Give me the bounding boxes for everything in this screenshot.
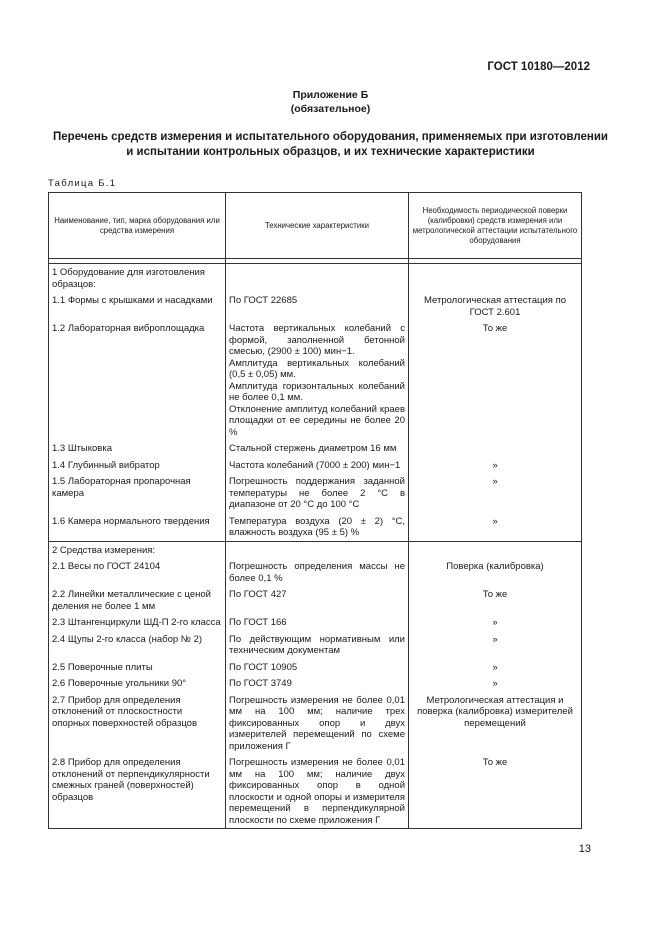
cell-name: 1.6 Камера нормального твердения: [49, 513, 226, 542]
table-row: [49, 614, 582, 631]
appendix-heading: [0, 88, 661, 116]
table-row: [49, 513, 582, 542]
cell-spec: Погрешность измерения не более 0,01 мм на 100 мм; наличие двух фиксированных опор в одной плоскости и одной опоры и измерителя перемещений в перпендикулярной плоскости по схеме приложения Г: [226, 754, 409, 829]
cell-spec: По ГОСТ 427: [226, 586, 409, 614]
table-row: [49, 692, 582, 755]
table-row: [49, 264, 582, 293]
column-header-verification: Необходимость периодической поверки (калибровки) средств измерения или метрологической аттестации испытательного оборудования: [409, 193, 582, 259]
cell-check: Метрологическая аттестация по ГОСТ 2.601: [409, 292, 582, 320]
page-number: 13: [578, 843, 591, 855]
cell-spec: Погрешность определения массы не более 0,1 %: [226, 558, 409, 586]
cell-check: Поверка (калибровка): [409, 558, 582, 586]
cell-spec: [226, 264, 409, 293]
cell-name: 2 Средства измерения:: [49, 541, 226, 558]
cell-name: 1.3 Штыковка: [49, 440, 226, 457]
cell-spec: Температура воздуха (20 ± 2) °С, влажность воздуха (95 ± 5) %: [226, 513, 409, 542]
table-row: [49, 586, 582, 614]
cell-check: »: [409, 659, 582, 676]
cell-name: 1 Оборудование для изготовления образцов:: [49, 264, 226, 293]
table-row: [49, 541, 582, 558]
cell-check: То же: [409, 586, 582, 614]
cell-name: 2.6 Поверочные угольники 90°: [49, 675, 226, 692]
cell-check: То же: [409, 754, 582, 829]
spec-line: Частота вертикальных колебаний с формой, заполненной бетонной смесью, (2900 ± 100) мин−1.: [229, 323, 405, 357]
cell-check: [409, 264, 582, 293]
cell-name: 1.1 Формы с крышками и насадками: [49, 292, 226, 320]
table-row: [49, 473, 582, 513]
cell-check: »: [409, 631, 582, 659]
cell-spec: [226, 541, 409, 558]
spec-line: Амплитуда вертикальных колебаний (0,5 ± 0,05) мм.: [229, 357, 405, 380]
document-code: ГОСТ 10180—2012: [487, 61, 590, 73]
cell-check: »: [409, 675, 582, 692]
cell-spec: По ГОСТ 10905: [226, 659, 409, 676]
table-row: [49, 754, 582, 829]
table-row: [49, 457, 582, 474]
table-heading: [38, 130, 623, 160]
column-header-name: Наименование, тип, марка оборудования или средства измерения: [49, 193, 226, 259]
equipment-table: [48, 192, 582, 829]
table-heading-line-1: Перечень средств измерения и испытательного оборудования, применяемых при изготовлении: [53, 131, 608, 143]
table-row: [49, 292, 582, 320]
table-heading-line-2: и испытании контрольных образцов, и их технические характеристики: [126, 146, 535, 158]
cell-name: 2.8 Прибор для определения отклонений от перпендикулярности смежных граней (поверхностей) образцов: [49, 754, 226, 829]
spec-line: Амплитуда горизонтальных колебаний не более 0,1 мм.: [229, 380, 405, 403]
cell-name: 2.5 Поверочные плиты: [49, 659, 226, 676]
cell-spec: [226, 320, 409, 440]
cell-check: [409, 440, 582, 457]
cell-name: 2.7 Прибор для определения отклонений от плоскостности опорных поверхностей образцов: [49, 692, 226, 755]
cell-name: 1.2 Лабораторная виброплощадка: [49, 320, 226, 440]
table-row: [49, 440, 582, 457]
spec-line: Отклонение амплитуд колебаний краев площадки от ее середины не более 20 %: [229, 403, 405, 438]
cell-name: 1.4 Глубинный вибратор: [49, 457, 226, 474]
cell-spec: Частота колебаний (7000 ± 200) мин−1: [226, 457, 409, 474]
cell-name: 2.4 Щупы 2-го класса (набор № 2): [49, 631, 226, 659]
cell-check: »: [409, 473, 582, 513]
cell-name: 1.5 Лабораторная пропарочная камера: [49, 473, 226, 513]
cell-check: То же: [409, 320, 582, 440]
cell-check: »: [409, 457, 582, 474]
cell-name: 2.1 Весы по ГОСТ 24104: [49, 558, 226, 586]
appendix-subtitle: (обязательное): [290, 103, 371, 115]
cell-name: 2.2 Линейки металлические с ценой деления не более 1 мм: [49, 586, 226, 614]
table-row: [49, 659, 582, 676]
table-row: [49, 558, 582, 586]
table-row: [49, 675, 582, 692]
table-row: [49, 631, 582, 659]
cell-spec: По ГОСТ 3749: [226, 675, 409, 692]
cell-check: »: [409, 614, 582, 631]
cell-name: 2.3 Штангенциркули ШД-П 2-го класса: [49, 614, 226, 631]
cell-spec: Погрешность поддержания заданной температуры не более 2 °С в диапазоне от 20 °С до 100 °С: [226, 473, 409, 513]
cell-check: Метрологическая аттестация и поверка (калибровка) измерителей перемещений: [409, 692, 582, 755]
cell-spec: По ГОСТ 22685: [226, 292, 409, 320]
column-header-specs: Технические характеристики: [226, 193, 409, 259]
cell-spec: По ГОСТ 166: [226, 614, 409, 631]
cell-spec: Погрешность измерения не более 0,01 мм на 100 мм; наличие трех фиксированных опор и двух измерителей перемещений по схеме приложения Г: [226, 692, 409, 755]
appendix-title: Приложение Б: [292, 89, 369, 101]
cell-spec: По действующим нормативным или техническим документам: [226, 631, 409, 659]
table-row: [49, 320, 582, 440]
table-label: Таблица Б.1: [48, 178, 117, 189]
cell-check: [409, 541, 582, 558]
cell-check: »: [409, 513, 582, 542]
cell-spec: Стальной стержень диаметром 16 мм: [226, 440, 409, 457]
